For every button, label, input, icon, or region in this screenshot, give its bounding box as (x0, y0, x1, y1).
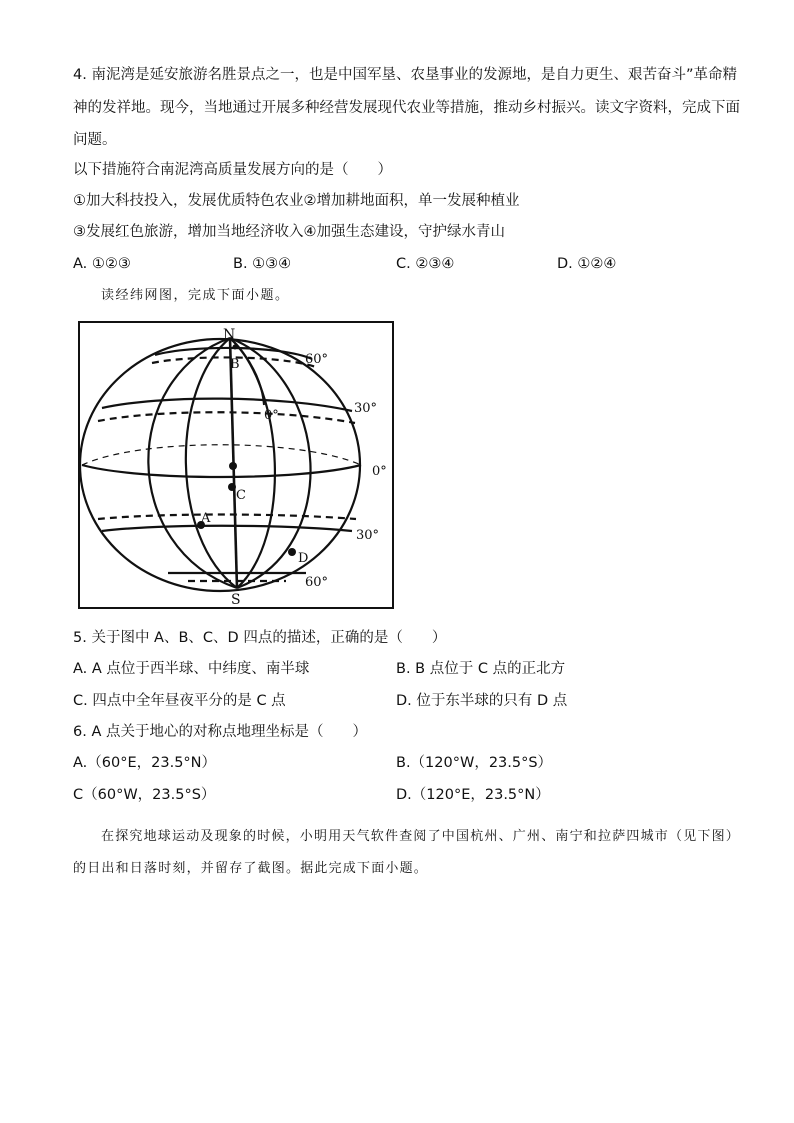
q4-option-a: A. ①②③ (73, 256, 131, 272)
point-b-marker (233, 345, 238, 350)
label-point-c: C (236, 488, 246, 503)
parallel-30s-solid (102, 526, 352, 531)
q4-option-c: C. ②③④ (396, 256, 455, 272)
label-lat-30s: 30° (356, 528, 380, 543)
q6-option-d: D.（120°E，23.5°N） (396, 787, 550, 803)
q4-statement-line-2: ③发展红色旅游，增加当地经济收入④加强生态建设，守护绿水青山 (73, 224, 505, 240)
equator-back (82, 445, 361, 465)
equator-front (82, 465, 361, 477)
meridian-west-outer (148, 338, 237, 588)
point-d-marker (288, 548, 296, 556)
label-equator: 0° (372, 464, 387, 479)
parallel-30n-dashed (98, 412, 355, 423)
globe-figure (78, 321, 394, 609)
q5-option-a: A. A 点位于西半球、中纬度、南半球 (73, 661, 310, 677)
q6-option-b: B.（120°W，23.5°S） (396, 755, 553, 771)
q4-intro-line-1: 4. 南泥湾是延安旅游名胜景点之一，也是中国军垦、农垦事业的发源地，是自力更生、艰苦奋斗”革命精 (73, 67, 737, 83)
q4-intro-line-2: 神的发祥地。现今，当地通过开展多种经营发展现代农业等措施，推动乡村振兴。读文字资料，完成下面 (73, 100, 740, 116)
globe-outline (80, 339, 360, 591)
parallel-30s-dashed (98, 515, 356, 520)
q4-option-b: B. ①③④ (233, 256, 292, 272)
q5-option-b: B. B 点位于 C 点的正北方 (396, 661, 566, 677)
q7-intro-line-2: 的日出和日落时刻，并留存了截图。据此完成下面小题。 (73, 861, 429, 876)
q5-option-c: C. 四点中全年昼夜平分的是 C 点 (73, 693, 286, 709)
q4-question: 以下措施符合南泥湾高质量发展方向的是（ ） (73, 162, 392, 178)
meridian-west-inner (186, 338, 237, 588)
q5-question: 5. 关于图中 A、B、C、D 四点的描述，正确的是（ ） (73, 630, 447, 646)
point-c-marker (228, 483, 236, 491)
q7-intro-line-1: 在探究地球运动及现象的时候，小明用天气软件查阅了中国杭州、广州、南宁和拉萨四城市（见下图） (101, 829, 741, 844)
label-lat-30n: 30° (354, 401, 378, 416)
label-lat-60s: 60° (305, 575, 329, 590)
label-point-b: B (230, 357, 240, 372)
label-lat-60n: 60° (305, 352, 329, 367)
point-on-equator (229, 462, 237, 470)
label-point-a: A (201, 511, 211, 526)
label-south: S (231, 592, 241, 607)
q4-option-d: D. ①②④ (557, 256, 617, 272)
q6-question: 6. A 点关于地心的对称点地理坐标是（ ） (73, 724, 367, 740)
label-meridian-0: 0° (264, 408, 279, 423)
q5-option-d: D. 位于东半球的只有 D 点 (396, 693, 568, 709)
q4-intro-line-3: 问题。 (73, 132, 117, 148)
q4-statement-line-1: ①加大科技投入，发展优质特色农业②增加耕地面积，单一发展种植业 (73, 193, 520, 209)
q6-option-a: A.（60°E，23.5°N） (73, 755, 217, 771)
figure-intro: 读经纬网图，完成下面小题。 (101, 288, 290, 303)
parallel-30n-solid (102, 399, 352, 411)
q6-option-c: C（60°W，23.5°S） (73, 787, 216, 803)
graticule-diagram (80, 323, 392, 607)
label-point-d: D (298, 551, 309, 566)
label-north: N (223, 327, 236, 343)
